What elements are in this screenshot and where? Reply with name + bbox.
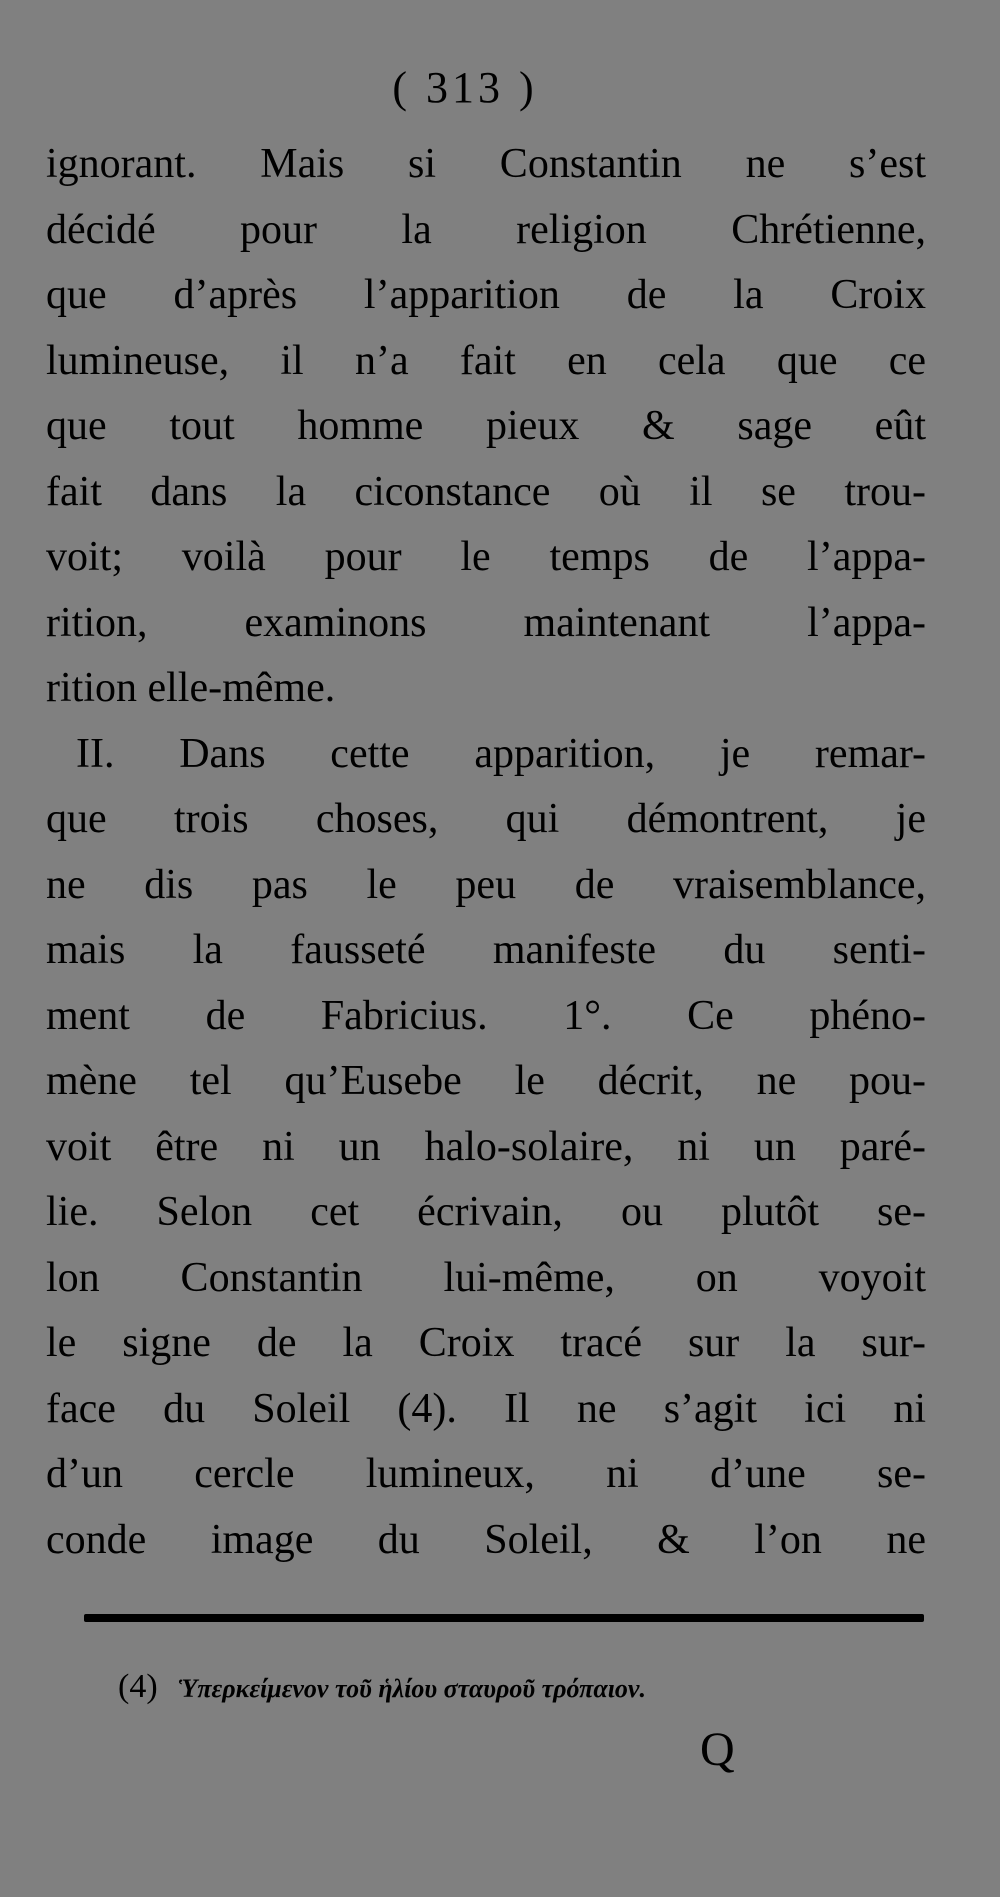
footnote-divider (84, 1614, 924, 1622)
text-line: face du Soleil (4). Il ne s’agit ici ni (46, 1385, 926, 1432)
text-line: lon Constantin lui-même, on voyoit (46, 1254, 926, 1301)
text-line: voit être ni un halo-solaire, ni un paré- (46, 1123, 926, 1170)
text-line: que d’après l’apparition de la Croix (46, 272, 926, 318)
body-text (46, 132, 926, 1573)
page-number: ( 313 ) (392, 63, 538, 112)
signature-mark: Q (700, 1723, 735, 1776)
text-line: ment de Fabricius. 1°. Ce phéno- (46, 992, 926, 1039)
text-line: rition elle-même. (46, 665, 336, 711)
footnote (118, 1668, 818, 1706)
text-line: que trois choses, qui démontrent, je (46, 796, 926, 842)
text-line: lie. Selon cet écrivain, ou plutôt se- (46, 1189, 926, 1235)
text-line: mais la fausseté manifeste du senti- (46, 927, 926, 973)
footnote-marker: (4) (118, 1668, 158, 1705)
text-line: le signe de la Croix tracé sur la sur- (46, 1320, 926, 1366)
text-line: ignorant. Mais si Constantin ne s’est (46, 141, 926, 187)
text-line: rition, examinons maintenant l’appa- (46, 599, 926, 646)
text-line: décidé pour la religion Chrétienne, (46, 206, 926, 253)
text-line: voit; voilà pour le temps de l’appa- (46, 534, 926, 580)
text-line: II. Dans cette apparition, je remar- (76, 730, 926, 777)
footnote-text: Ὑπερκείμενον τοῦ ἡλίου σταυροῦ τρόπαιον. (177, 1674, 646, 1703)
text-line: d’un cercle lumineux, ni d’une se- (46, 1451, 926, 1497)
text-line: fait dans la ciconstance où il se trou- (46, 468, 926, 515)
text-line: que tout homme pieux & sage eût (46, 403, 926, 449)
text-line: conde image du Soleil, & l’on ne (46, 1516, 926, 1563)
text-line: mène tel qu’Eusebe le décrit, ne pou- (46, 1058, 926, 1104)
text-line: lumineuse, il n’a fait en cela que ce (46, 337, 926, 384)
text-line: ne dis pas le peu de vraisemblance, (46, 861, 926, 908)
